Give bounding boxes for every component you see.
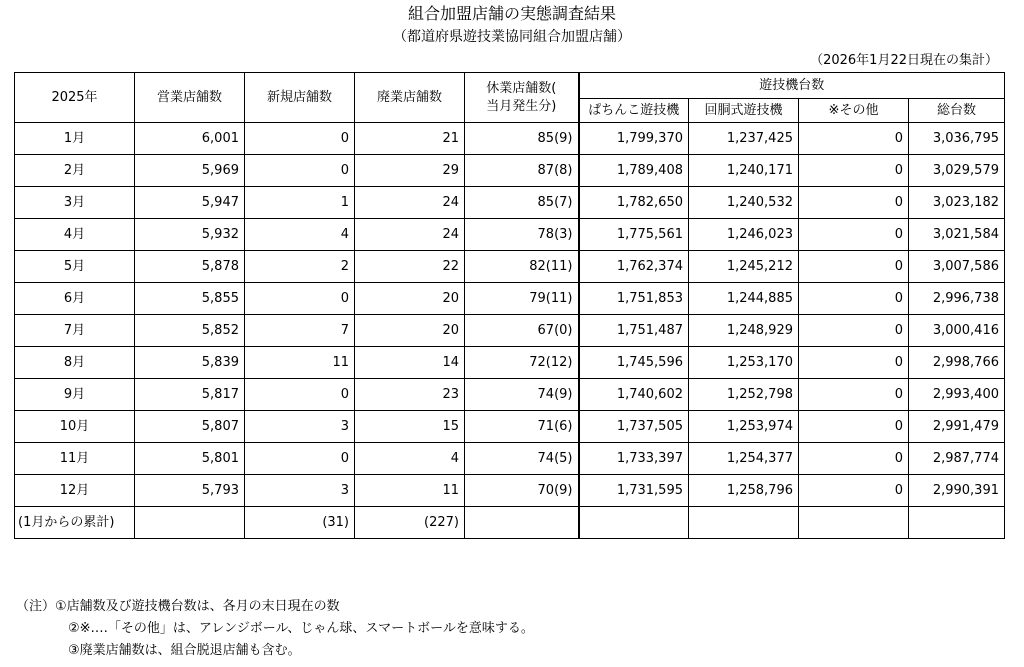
- cell-slot: 1,253,170: [689, 347, 799, 379]
- table-row: [15, 123, 1005, 155]
- cell-month: 5月: [15, 251, 135, 283]
- cell-month: 6月: [15, 283, 135, 315]
- cell-month: 1月: [15, 123, 135, 155]
- cell-operating: 5,969: [135, 155, 245, 187]
- header-new: 新規店舗数: [245, 73, 355, 123]
- table-row: [15, 219, 1005, 251]
- cumulative-row: [15, 507, 1005, 539]
- cell-suspended: 85(9): [465, 123, 579, 155]
- cell-total: 3,021,584: [909, 219, 1005, 251]
- cumulative-new: (31): [245, 507, 355, 539]
- cell-month: 4月: [15, 219, 135, 251]
- cell-closed: 11: [355, 475, 465, 507]
- cell-new: 0: [245, 155, 355, 187]
- header-year: 2025年: [15, 73, 135, 123]
- cell-pachinko: 1,731,595: [579, 475, 689, 507]
- cell-pachinko: 1,762,374: [579, 251, 689, 283]
- cell-total: 2,987,774: [909, 443, 1005, 475]
- cell-slot: 1,248,929: [689, 315, 799, 347]
- cell-slot: 1,254,377: [689, 443, 799, 475]
- cell-other: 0: [799, 443, 909, 475]
- cell-operating: 5,947: [135, 187, 245, 219]
- cell-pachinko: 1,733,397: [579, 443, 689, 475]
- cell-new: 7: [245, 315, 355, 347]
- cell-new: 1: [245, 187, 355, 219]
- cell-new: 0: [245, 283, 355, 315]
- header-operating: 営業店舗数: [135, 73, 245, 123]
- cell-month: 11月: [15, 443, 135, 475]
- cell-pachinko: 1,751,487: [579, 315, 689, 347]
- cell-suspended: 74(9): [465, 379, 579, 411]
- cell-slot: 1,253,974: [689, 411, 799, 443]
- cell-closed: 23: [355, 379, 465, 411]
- cell-month: 10月: [15, 411, 135, 443]
- header-total: 総台数: [909, 99, 1005, 123]
- cumulative-slot: [689, 507, 799, 539]
- cell-month: 7月: [15, 315, 135, 347]
- cell-month: 9月: [15, 379, 135, 411]
- cell-slot: 1,237,425: [689, 123, 799, 155]
- cell-pachinko: 1,745,596: [579, 347, 689, 379]
- cell-pachinko: 1,737,505: [579, 411, 689, 443]
- cell-suspended: 78(3): [465, 219, 579, 251]
- header-suspended-line2: 当月発生分): [486, 98, 557, 114]
- cell-other: 0: [799, 251, 909, 283]
- cell-new: 4: [245, 219, 355, 251]
- cell-pachinko: 1,740,602: [579, 379, 689, 411]
- cell-new: 11: [245, 347, 355, 379]
- header-row-1: [15, 73, 1005, 99]
- cell-operating: 5,807: [135, 411, 245, 443]
- cell-slot: 1,252,798: [689, 379, 799, 411]
- cell-total: 3,007,586: [909, 251, 1005, 283]
- cumulative-operating: [135, 507, 245, 539]
- as-of-date: （2026年1月22日現在の集計）: [810, 53, 998, 68]
- table-row: [15, 283, 1005, 315]
- cell-slot: 1,246,023: [689, 219, 799, 251]
- cell-closed: 22: [355, 251, 465, 283]
- cell-other: 0: [799, 379, 909, 411]
- cell-closed: 14: [355, 347, 465, 379]
- cell-suspended: 70(9): [465, 475, 579, 507]
- cell-total: 3,029,579: [909, 155, 1005, 187]
- cell-suspended: 85(7): [465, 187, 579, 219]
- cell-total: 2,991,479: [909, 411, 1005, 443]
- cell-other: 0: [799, 187, 909, 219]
- cell-closed: 20: [355, 283, 465, 315]
- note-3: ③廃業店舗数は、組合脱退店舗も含む。: [68, 643, 301, 658]
- table-row: [15, 155, 1005, 187]
- table-row: [15, 187, 1005, 219]
- cumulative-closed: (227): [355, 507, 465, 539]
- cell-suspended: 72(12): [465, 347, 579, 379]
- cell-pachinko: 1,789,408: [579, 155, 689, 187]
- table-row: [15, 475, 1005, 507]
- cell-operating: 5,855: [135, 283, 245, 315]
- cell-slot: 1,244,885: [689, 283, 799, 315]
- header-pachinko: ぱちんこ遊技機: [579, 99, 689, 123]
- cell-slot: 1,258,796: [689, 475, 799, 507]
- cell-operating: 6,001: [135, 123, 245, 155]
- cell-new: 3: [245, 411, 355, 443]
- cell-total: 2,993,400: [909, 379, 1005, 411]
- table-row: [15, 315, 1005, 347]
- note-1: （注）①店舗数及び遊技機台数は、各月の末日現在の数: [16, 599, 340, 614]
- cell-total: 3,036,795: [909, 123, 1005, 155]
- survey-table: [14, 72, 1005, 539]
- cell-total: 2,996,738: [909, 283, 1005, 315]
- header-slot: 回胴式遊技機: [689, 99, 799, 123]
- table-row: [15, 379, 1005, 411]
- cell-closed: 24: [355, 187, 465, 219]
- cell-closed: 24: [355, 219, 465, 251]
- cell-suspended: 87(8): [465, 155, 579, 187]
- table-row: [15, 251, 1005, 283]
- cell-month: 12月: [15, 475, 135, 507]
- cell-suspended: 74(5): [465, 443, 579, 475]
- cell-new: 0: [245, 443, 355, 475]
- cell-total: 3,000,416: [909, 315, 1005, 347]
- page-subtitle: （都道府県遊技業協同組合加盟店舗）: [393, 29, 631, 45]
- cell-closed: 20: [355, 315, 465, 347]
- cell-pachinko: 1,775,561: [579, 219, 689, 251]
- cell-closed: 29: [355, 155, 465, 187]
- cumulative-suspended: [465, 507, 579, 539]
- cell-pachinko: 1,799,370: [579, 123, 689, 155]
- cell-other: 0: [799, 219, 909, 251]
- cell-closed: 15: [355, 411, 465, 443]
- notes: [16, 596, 534, 662]
- cumulative-total: [909, 507, 1005, 539]
- cumulative-other: [799, 507, 909, 539]
- header-suspended-line1: 休業店舗数(: [486, 80, 557, 96]
- header-suspended: [465, 73, 579, 123]
- cell-other: 0: [799, 283, 909, 315]
- table-row: [15, 443, 1005, 475]
- cell-operating: 5,932: [135, 219, 245, 251]
- cell-total: 2,990,391: [909, 475, 1005, 507]
- cell-total: 2,998,766: [909, 347, 1005, 379]
- cell-month: 8月: [15, 347, 135, 379]
- cell-suspended: 71(6): [465, 411, 579, 443]
- cell-other: 0: [799, 155, 909, 187]
- cell-other: 0: [799, 411, 909, 443]
- cell-operating: 5,817: [135, 379, 245, 411]
- cell-other: 0: [799, 475, 909, 507]
- cell-slot: 1,240,171: [689, 155, 799, 187]
- cell-total: 3,023,182: [909, 187, 1005, 219]
- cell-new: 0: [245, 379, 355, 411]
- cell-closed: 4: [355, 443, 465, 475]
- note-2: ②※‥‥「その他」は、アレンジボール、じゃん球、スマートボールを意味する。: [68, 621, 534, 636]
- table-row: [15, 411, 1005, 443]
- cell-operating: 5,793: [135, 475, 245, 507]
- page-title: 組合加盟店舗の実態調査結果: [407, 4, 616, 23]
- table-row: [15, 347, 1005, 379]
- cell-month: 3月: [15, 187, 135, 219]
- cell-slot: 1,245,212: [689, 251, 799, 283]
- cell-suspended: 82(11): [465, 251, 579, 283]
- header-machines: 遊技機台数: [579, 73, 1005, 99]
- cell-suspended: 67(0): [465, 315, 579, 347]
- cell-closed: 21: [355, 123, 465, 155]
- cumulative-pachinko: [579, 507, 689, 539]
- cell-other: 0: [799, 123, 909, 155]
- cell-operating: 5,839: [135, 347, 245, 379]
- cell-other: 0: [799, 347, 909, 379]
- cell-other: 0: [799, 315, 909, 347]
- cell-operating: 5,852: [135, 315, 245, 347]
- cell-new: 2: [245, 251, 355, 283]
- cell-month: 2月: [15, 155, 135, 187]
- cell-new: 3: [245, 475, 355, 507]
- cell-operating: 5,878: [135, 251, 245, 283]
- cell-new: 0: [245, 123, 355, 155]
- cell-slot: 1,240,532: [689, 187, 799, 219]
- cell-pachinko: 1,751,853: [579, 283, 689, 315]
- cell-pachinko: 1,782,650: [579, 187, 689, 219]
- header-other: ※その他: [799, 99, 909, 123]
- header-closed: 廃業店舗数: [355, 73, 465, 123]
- cell-operating: 5,801: [135, 443, 245, 475]
- cumulative-label: (1月からの累計): [15, 507, 135, 539]
- cell-suspended: 79(11): [465, 283, 579, 315]
